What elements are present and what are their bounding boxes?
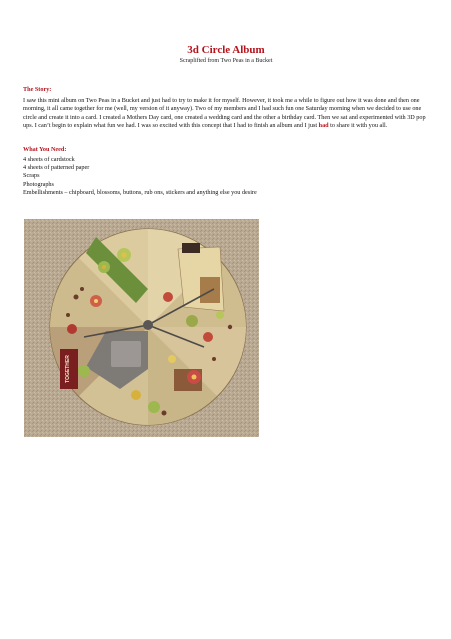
needs-item: Scraps xyxy=(23,172,40,180)
story-text-end: to share it with you all. xyxy=(328,121,388,129)
story-text-start: I saw this mini album on Two Peas in a Bucket and just had to try to make it for myself. However, it took me a while to figure out how it was done and then one morning, it all came together for me (well, my version of it anyway). Two of my members and I had such fun one Saturday morning when we decided to use one circle and create it into a card. I created a Mothers Day card, one created a wedding card and the other a birthday card. Then we sat and experimented with 3D pop ups. I can’t begin to explain what fun we had. I was so excited with this concept that I had to finish an album and I just xyxy=(23,97,426,129)
needs-list xyxy=(23,156,431,197)
album-photo xyxy=(24,219,259,437)
together-tag-text: TOGETHER xyxy=(65,355,71,383)
needs-item: 4 sheets of patterned paper xyxy=(23,164,90,172)
page-title: 3d Circle Album xyxy=(187,44,265,56)
needs-item: Embellishments – chipboard, blossoms, buttons, rub ons, stickers and anything else you desire xyxy=(23,188,257,196)
story-emphasis: had xyxy=(318,121,329,129)
needs-heading: What You Need: xyxy=(23,146,67,153)
circle-album xyxy=(50,229,246,425)
story-heading: The Story: xyxy=(23,86,52,93)
page-subtitle: Scraplifted from Two Peas in a Bucket xyxy=(179,58,273,64)
needs-item: 4 sheets of cardstock xyxy=(23,156,75,163)
needs-item: Photographs xyxy=(23,180,54,188)
story-paragraph xyxy=(23,97,431,130)
